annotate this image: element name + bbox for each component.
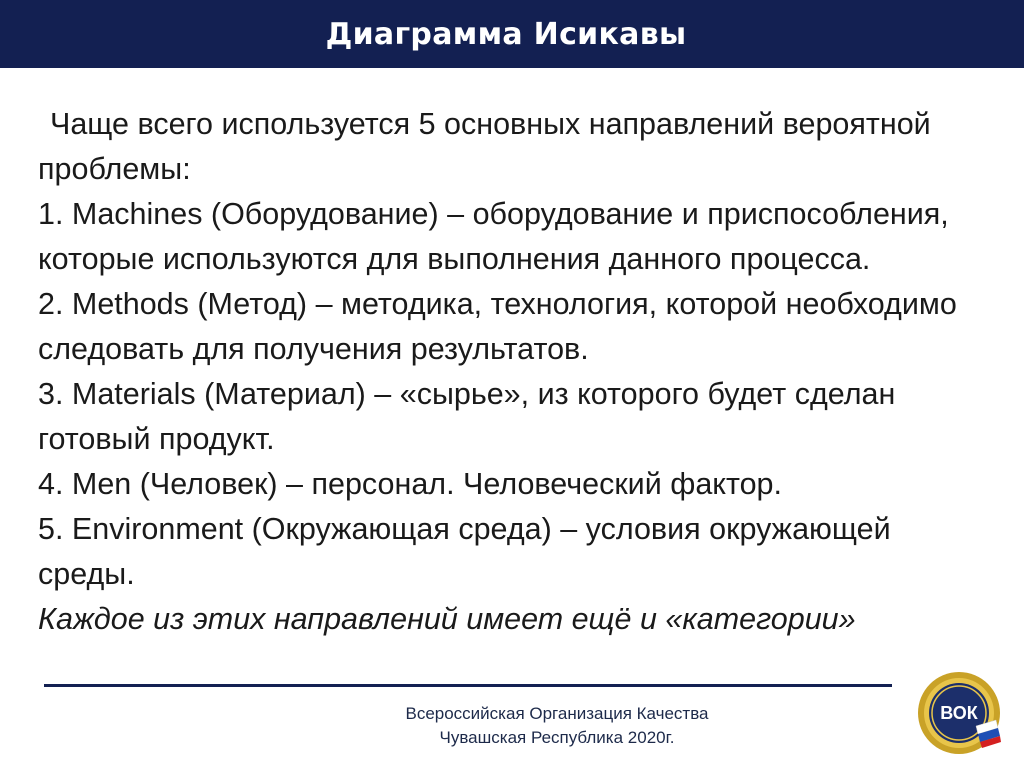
footer-divider [44,684,892,687]
list-item-environment: 5. Environment (Окружающая среда) – условия окружающей среды. [38,512,891,591]
logo-text: ВОК [940,703,978,723]
note-text: Каждое из этих направлений имеет ещё и «категории» [38,602,856,636]
list-item-machines: 1. Machines (Оборудование) – оборудование и приспособления, которые используются для выполнения данного процесса. [38,197,949,276]
list-item-materials: 3. Materials (Материал) – «сырье», из которого будет сделан готовый продукт. [38,377,896,456]
list-item-men: 4. Men (Человек) – персонал. Человеческий фактор. [38,467,782,501]
intro-text: Чаще всего используется 5 основных направлений вероятной проблемы: [38,107,931,186]
title-bar [0,0,1024,68]
footer-org-name: Всероссийская Организация Качества [405,704,709,723]
list-item-methods: 2. Methods (Метод) – методика, технология, которой необходимо следовать для получения результатов. [38,287,957,366]
vok-logo [916,670,1002,756]
slide-title: Диаграмма Исикавы [325,16,687,52]
slide-content [38,102,968,654]
footer [372,702,742,750]
footer-region-year: Чувашская Республика 2020г. [439,728,675,747]
